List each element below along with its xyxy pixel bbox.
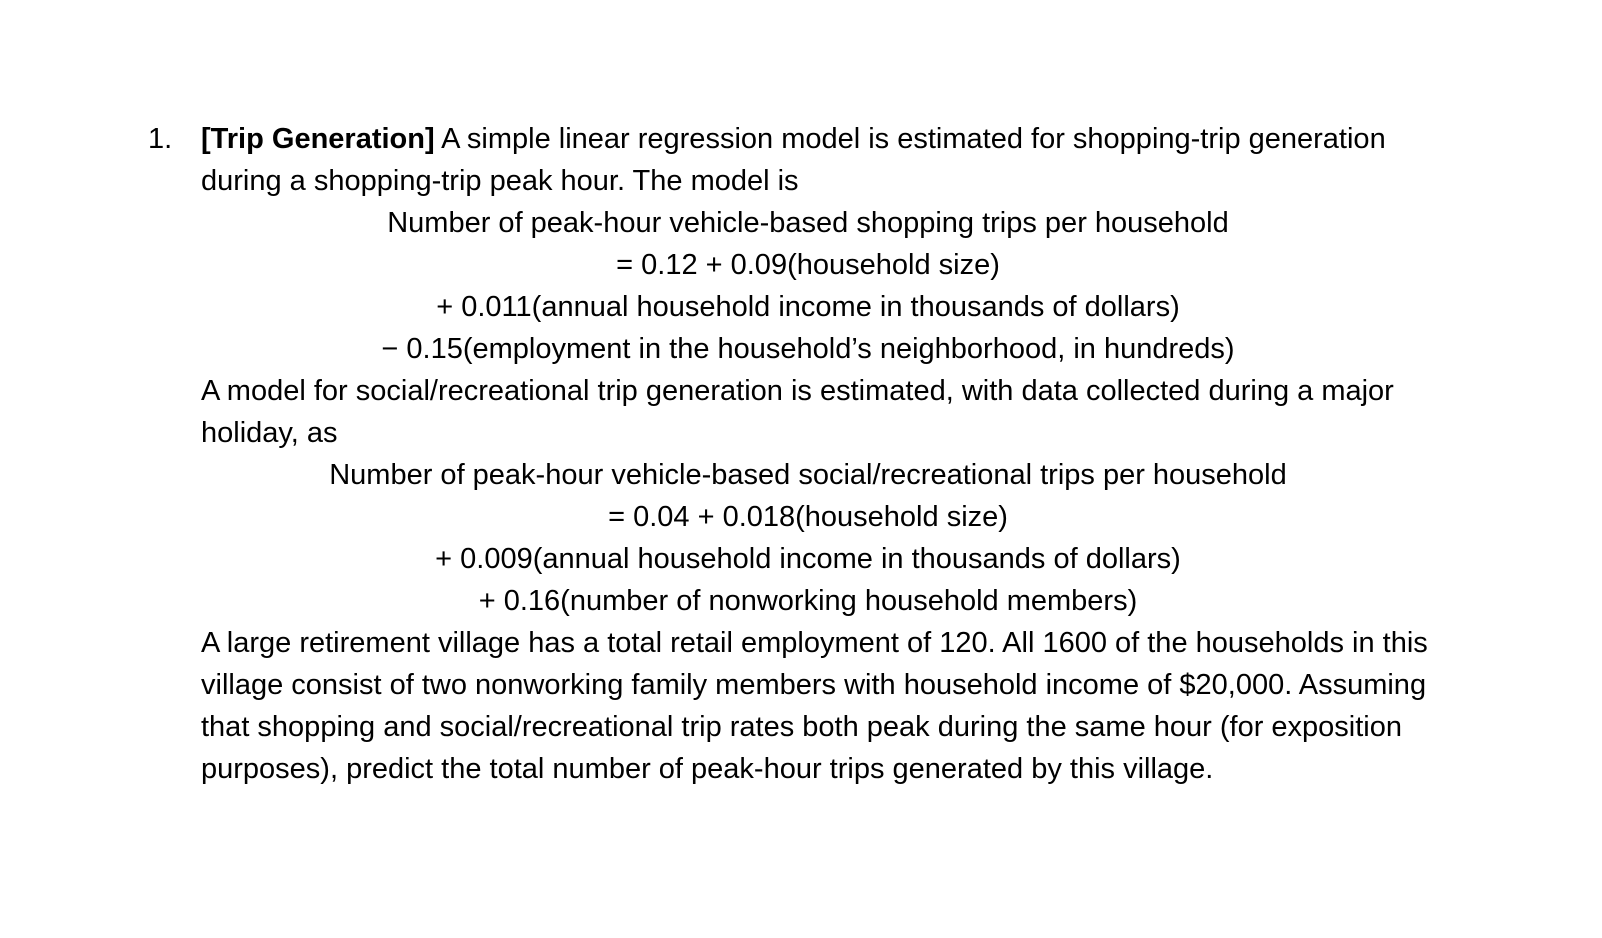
problem-1 <box>148 118 1468 790</box>
equation-line: + 0.011(annual household income in thousands of dollars) <box>436 291 1180 323</box>
problem-content <box>201 118 1468 790</box>
intro-text: A simple linear regression model is estimated for shopping-trip generation during a shopping-trip peak hour. The model is <box>201 123 1386 197</box>
equation-line: Number of peak-hour vehicle-based social/recreational trips per household <box>329 459 1287 491</box>
intro-paragraph <box>201 118 1468 202</box>
middle-paragraph: A model for social/recreational trip generation is estimated, with data collected during a major holiday, as <box>201 375 1394 449</box>
equation-line: + 0.009(annual household income in thousands of dollars) <box>435 543 1181 575</box>
problem-tag: [Trip Generation] <box>201 123 435 155</box>
equation-line: + 0.16(number of nonworking household members) <box>478 585 1138 617</box>
final-paragraph: A large retirement village has a total retail employment of 120. All 1600 of the households in this village consist of two nonworking family members with household income of $20,000. Assuming that shopping and social/recreational trip rates both peak during the same hour (for exposition purposes), predict the total number of peak-hour trips generated by this village. <box>201 627 1428 785</box>
equation-line: − 0.15(employment in the household’s neighborhood, in hundreds) <box>381 333 1235 365</box>
equation-line: = 0.12 + 0.09(household size) <box>616 249 1000 281</box>
equation-line: = 0.04 + 0.018(household size) <box>608 501 1008 533</box>
shopping-trip-equation <box>148 202 1468 370</box>
social-recreational-trip-equation <box>148 454 1468 622</box>
equation-line: Number of peak-hour vehicle-based shopping trips per household <box>387 207 1229 239</box>
problem-number: 1. <box>148 123 173 155</box>
